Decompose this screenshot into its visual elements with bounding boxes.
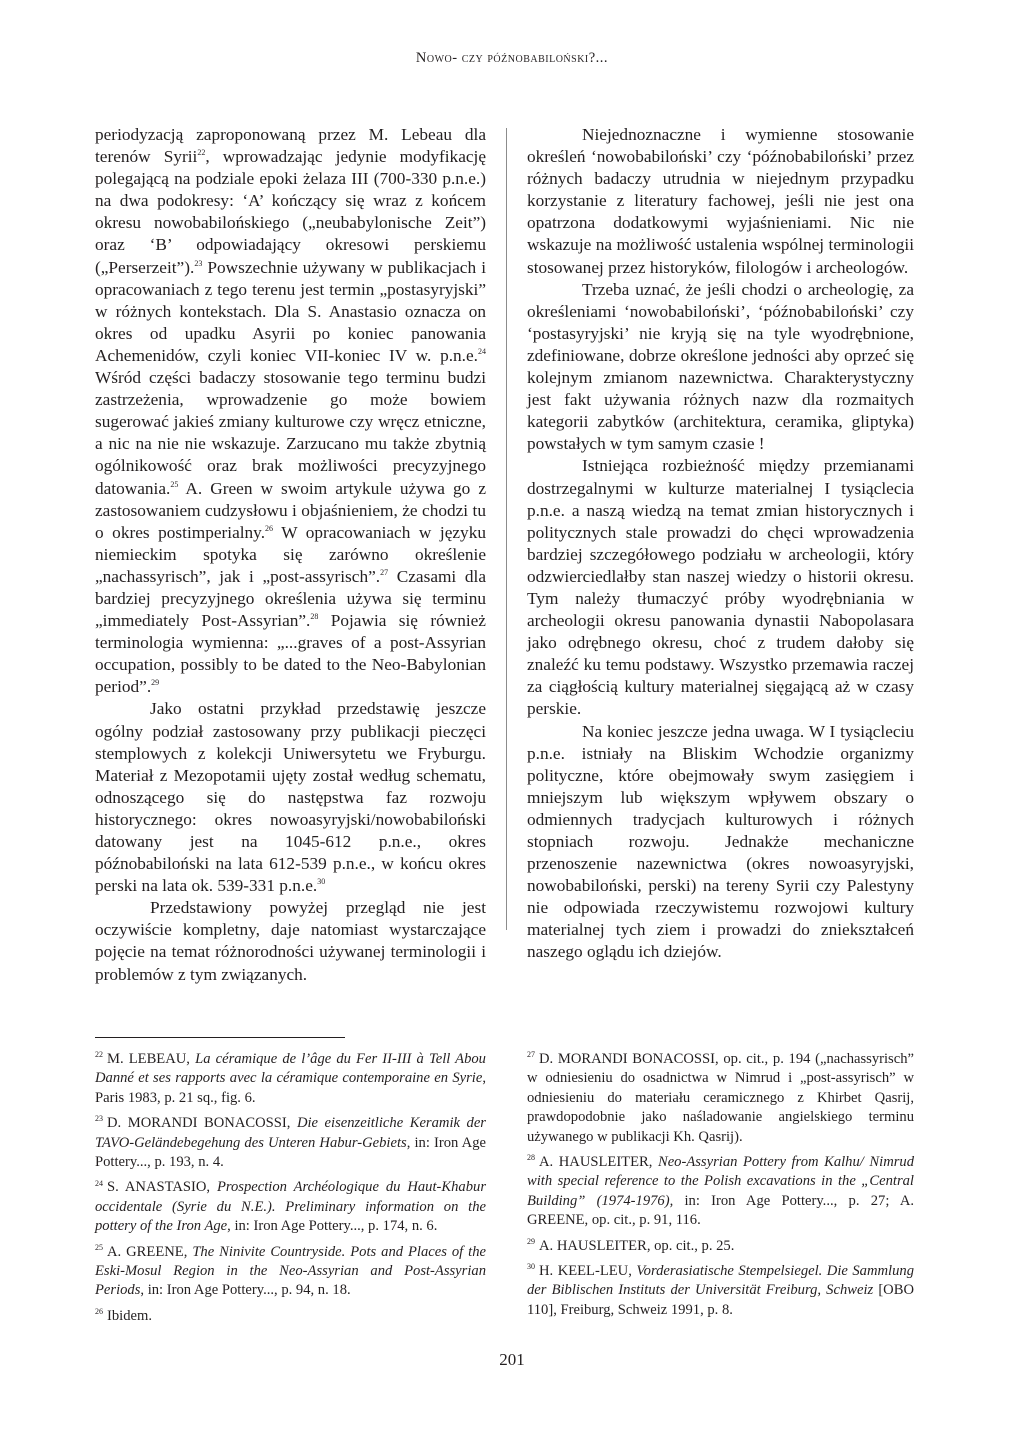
text-run: Niejednoznaczne i wymienne stosowanie określeń ‘nowobabiloński’ czy ‘późnobabiloński’ przez różnych badaczy utrudnia w niejednym przypadku korzystanie z literatury fachowej, jeśli nie jest ona opatrzona dodatkowymi wyjaśnieniami. Nic nie wskazuje na możliwość ustalenia wspólnej terminologii stosowanej przez historyków, filologów i archeologów.	[527, 125, 914, 277]
italic-title: Die eisenzeitliche Keramik der TAVO-Geländebegehung des Unteren Habur-Gebiets	[95, 1115, 486, 1151]
text-run: Czasami dla bardziej precyzyjnego określenia używa się terminu „immediately Post-Assyrian”.	[95, 566, 486, 631]
footnote-rule	[95, 1037, 345, 1038]
text-run: A. HAUSLEITER, op. cit., p. 25.	[539, 1237, 735, 1254]
footnote	[527, 1262, 914, 1320]
footnote-number: 27	[527, 1050, 535, 1060]
footnote-ref: 22	[197, 148, 206, 158]
footnote-ref: 28	[310, 612, 319, 622]
text-run: [OBO 110], Freiburg, Schweiz 1991, p. 8.	[527, 1282, 914, 1318]
italic-title: Prospection Archéologique du Haut-Khabur occidentale (Syrie du N.E.). Preliminary information on the pottery of the Iron Age	[95, 1179, 486, 1235]
footnote	[95, 1307, 486, 1326]
text-run: Przedstawiony powyżej przegląd nie jest oczywiście kompletny, daje natomiast wystarczające pojęcie na temat różnorodności używanej terminologii i problemów z tym związanych.	[95, 898, 486, 984]
footnote-number: 22	[95, 1050, 103, 1060]
footnote-number: 29	[527, 1236, 535, 1246]
text-run: , Paris 1983, p. 21 sq., fig. 6.	[95, 1070, 486, 1106]
left-column	[95, 124, 486, 986]
text-run: , in: Iron Age Pottery..., p. 174, n. 6.	[227, 1218, 438, 1235]
footnote-ref: 23	[194, 258, 203, 268]
footnote	[527, 1153, 914, 1231]
text-run: D. MORANDI BONACOSSI,	[107, 1115, 297, 1132]
right-column	[527, 124, 914, 964]
text-run: Wśród części badaczy stosowanie tego terminu budzi zastrzeżenia, wprowadzenie go może bowiem sugerować jakieś zmiany kulturowe czy wręcz etniczne, a nic na nie nie wskazuje. Zarzucano mu także zbytnią ogólnikowość oraz brak możliwości precyzyjnego datowania.	[95, 368, 486, 498]
footnote	[95, 1178, 486, 1236]
paragraph	[95, 698, 486, 897]
footnote-number: 28	[527, 1153, 535, 1163]
footnote-number: 23	[95, 1114, 103, 1124]
footnote-ref: 26	[265, 523, 274, 533]
italic-title: La céramique de l’âge du Fer II-III à Tell Abou Danné et ses rapports avec la céramique contemporaine en Syrie	[95, 1051, 486, 1087]
page-number: 201	[499, 1350, 525, 1369]
footnote-number: 24	[95, 1178, 103, 1188]
footnote-ref: 25	[170, 479, 179, 489]
footnote-number: 25	[95, 1242, 103, 1252]
text-run: Ibidem.	[107, 1307, 152, 1324]
text-run: A. Green w swoim artykule używa go z zastosowaniem cudzysłowu i objaśnieniem, że chodzi tu o okres postimperialny.	[95, 478, 486, 542]
paragraph	[527, 455, 914, 720]
footnote-ref: 24	[478, 347, 486, 357]
footnote-ref: 30	[317, 877, 326, 887]
paragraph	[527, 124, 914, 279]
text-run: , wprowadzając jedynie modyfikację polegającą na podziale epoki żelaza III (700-330 p.n.e.) na dwa podokresy: ‘A’ kończący się wraz z końcem okresu nowobabilońskiego („neubabylonische Zeit”) oraz ‘B’ odpowiadający okresowi perskiemu („Perserzeit”).	[95, 147, 487, 277]
footnote	[95, 1114, 486, 1172]
footnote-number: 26	[95, 1307, 103, 1317]
paragraph	[95, 897, 486, 985]
footnote-ref: 27	[380, 568, 389, 578]
footnotes-left	[95, 1050, 486, 1332]
italic-title: Neo-Assyrian Pottery from Kalhu/ Nimrud with special reference to the Polish excavations in the „Central Building” (1974-1976),	[527, 1154, 915, 1209]
footnotes-right	[527, 1050, 914, 1326]
text-run: , in: Iron Age Pottery..., p. 193, n. 4.	[95, 1134, 486, 1171]
text-run: W opracowaniach w języku niemieckim spotyka się zarówno określenie „nachassyrisch”, jak i „post-assyrisch”.	[95, 522, 486, 586]
text-run: periodyzacją zaproponowaną przez M. Lebeau dla terenów Syrii	[95, 125, 486, 167]
text-run: Jako ostatni przykład przedstawię jeszcze ogólny podział zastosowany przy publikacji pieczęci stemplowych z kolekcji Uniwersytetu we Fryburgu. Materiał z Mezopotamii ujęty został według schematu, odnoszącego się do następstwa faz rozwoju historycznego: okres nowoasyryjski/nowobabiloński datowany jest na 1045-612 p.n.e., okres późnobabiloński na lata 612-539 p.n.e., w końcu okres perski na lata ok. 539-331 p.n.e.	[95, 699, 486, 896]
footnote	[95, 1243, 486, 1301]
running-head: Nowo- czy późnobabiloński?...	[415, 50, 609, 66]
paragraph	[527, 279, 914, 456]
italic-title: Vorderasiatische Stempelsiegel. Die Sammlung der Biblischen Instituts der Universität Freiburg, Schweiz	[527, 1263, 914, 1299]
paragraph	[95, 124, 486, 698]
text-run: Na koniec jeszcze jedna uwaga. W I tysiącleciu p.n.e. istniały na Bliskim Wchodzie organizmy polityczne, które obejmowały swym zasięgiem i mniejszym lub większym wpływem obszary o odmiennych tradycjach kulturowych i różnych stopniach rozwoju. Jednakże mechaniczne przenoszenie nazewnictwa (okres nowoasyryjski, nowobabiloński, perski) na tereny Syrii czy Palestyny nie odpowiada rzeczywistemu rozwojowi kultury materialnej tych ziem i prowadzi do zniekształceń naszego oglądu ich dziejów.	[527, 721, 914, 962]
text-run: Powszechnie używany w publikacjach i opracowaniach z tego terenu jest termin „postasyryjski” w różnych kontekstach. Dla S. Anastasio oznacza on okres od upadku Asyrii po koniec panowania Achemenidów, czyli koniec VII-koniec IV w. p.n.e.	[95, 257, 486, 365]
paragraph	[527, 721, 914, 964]
text-run: , in: Iron Age Pottery..., p. 94, n. 18.	[140, 1282, 351, 1299]
footnote	[95, 1050, 486, 1108]
text-run: M. LEBEAU,	[107, 1051, 196, 1067]
footnote	[527, 1050, 914, 1147]
text-run: S. ANASTASIO,	[107, 1179, 217, 1196]
footnote-number: 30	[527, 1262, 535, 1272]
text-run: A. GREENE,	[107, 1243, 193, 1260]
text-run: Istniejąca rozbieżność między przemianami dostrzegalnymi w kulturze materialnej I tysiąclecia p.n.e. a naszą wiedzą na temat zmian historycznych i politycznych stale prowadzi do chęci wprowadzenia bardziej szczegółowego podziału w archeologii, który odzwierciedlałby stan naszej wiedzy o historii okresu. Tym należy tłumaczyć próby wyodrębniania w archeologii okresu panowania dynastii Nabopolasara jako odrębnego okresu, choć z trudem dałoby się znaleźć ku temu podstawy. Wszystko przemawia raczej za ciągłością kultury materialnej sięgającą aż w czasy perskie.	[527, 456, 914, 719]
text-run: D. MORANDI BONACOSSI, op. cit., p. 194 („nachassyrisch” w odniesieniu do osadnictwa w Nimrud i „post-assyrisch” w odniesieniu do materiału ceramicznego z Khirbet Qasrij, prawdopodobnie jako naśladowanie angielskiego terminu używanego w publikacji Kh. Qasrij).	[527, 1051, 914, 1145]
text-run: in: Iron Age Pottery..., p. 27; A. GREENE, op. cit., p. 91, 116.	[527, 1192, 915, 1229]
text-run: A. HAUSLEITER,	[539, 1154, 658, 1171]
text-run: Pojawia się również terminologia wymienna: „...graves of a post-Assyrian occupation, possibly to be dated to the Neo-Babylonian period”.	[95, 611, 486, 697]
column-divider	[506, 128, 507, 930]
italic-title: The Ninivite Countryside. Pots and Places of the Eski-Mosul Region in the Neo-Assyrian and Post-Assyrian Periods	[95, 1243, 486, 1299]
text-run: Trzeba uznać, że jeśli chodzi o archeologię, za określeniami ‘nowobabiloński’, ‘późnobabiloński’ czy ‘postasyryjski’ nie kryją się na tyle wyodrębnione, zdefiniowane, dobrze określone jedności aby oprzeć się kolejnym zmianom nazewnictwa. Charakterystyczny jest fakt używania różnych nazw dla rozmaitych kategorii zabytków (architektura, ceramika, gliptyka) powstałych w tym samym czasie !	[527, 279, 914, 454]
text-run: H. KEEL-LEU,	[539, 1263, 637, 1280]
footnote-ref: 29	[151, 678, 160, 688]
footnote	[527, 1237, 914, 1256]
